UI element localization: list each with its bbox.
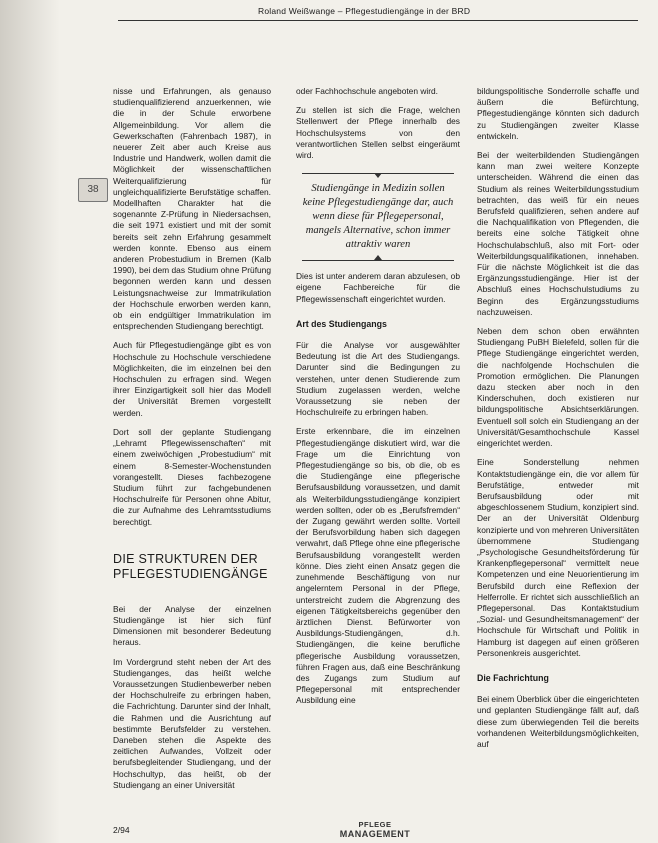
paragraph: Bei der weiterbildenden Studiengängen kann man zwei weitere Konzepte unterscheiden. Während die einen das Studium als reines Weiterbildungsstudium betrachten, das weiß für ein neues Berufsfeld qualifizieren, sehen andere auf die Nachqualifikation von Pflegenden, die bereits eine solche Tätigkeit ohne Hochschulabschluß, also mit Fort- oder Weiterbildungsqualifikationen, innehaben. Für die nächste Möglichkeit ist die das Ergänzungsstudiengänge. Hier ist der Abschluß eines Hochschulstudiums zu Beginn des Ergänzungsstudiums nachzuweisen.: [477, 150, 639, 317]
paragraph: Erste erkennbare, die im einzelnen Pflegestudiengänge diskutiert wird, war die Frage um die Einrichtung von Pflegestudiengänge so bis, ob die, ob es die Studiengänge eine pflegerische Berufsausbildung voraussetzen, und damit als Weiterbildungsstudiengänge konzipiert werden sollten, oder ob es „Berufsfremden“ der Zugang gewährt werden sollte. Vorteil der Berufsvorbildung haben sich dagegen verwahrt, daß Pflege ohne eine pflegerische Berufsausbildung vorangestellt werden könne. Dies zieht einen Ansatz gegen die zunehmende Beschäftigung von nur angelerntem Personal in der Pflege, unterstreicht zudem die Abgrenzung des eigenen Tätigkeitsbereichs gegenüber den ärztlichen Dienst. Befürworter von Ausbildungs-Studiengängen, d.h. Studiengängen, die keine berufliche pflegerische Ausbildung voraussetzen, führen Fragen aus, daß eine Beschränkung des Zugangs zum Studium auf Pflegepersonal mit entsprechender Ausbildung eine: [296, 426, 460, 706]
pull-quote-bottom-rule: [302, 260, 454, 261]
page-folio: 2/94: [113, 825, 130, 835]
subheading: Art des Studiengangs: [296, 318, 387, 329]
paragraph: nisse und Erfahrungen, als genauso studienqualifizierend anzuerkennen, wie die in der Schule erworbene Allgemeinbildung. Vor allem die Gewerkschaften (Fahrenbach 1987), in neuerer Zeit aber auch Kreise aus Industrie und Handwerk, wollen damit die Möglichkeit der wissenschaftlichen Weiterqualifizierung für ungleichqualifizierte Berufstätige schaffen. Modellhaften Charakter hat die sogenannte Z-Prüfung in Niedersachsen, die seit 1971 existiert und mit der somit bereits seit zehn Erfahrung gesammelt werden konnte. Ebenso aus einem anderen Probestudium in Bremen (Kalb 1990), bei dem das Studium ohne Prüfung begonnen werden kann und dessen Leistungsnachweise zur Immatrikulation der Hochschule erworben werden kann, ob ein endgültiger Immatrikulation im entsprechenden Studiengang berechtigt.: [113, 86, 271, 332]
pull-quote-text: Studiengänge in Medizin sollen keine Pflegestudiengänge dar, auch wenn diese für Pflegepersonal, mangels Alternative, schon immer attraktiv waren: [302, 183, 454, 251]
running-header-text: Roland Weißwange – Pflegestudiengänge in der BRD: [258, 6, 471, 16]
paragraph: Im Vordergrund steht neben der Art des Studienganges, das heißt welche Voraussetzungen Studienbewerber neben der Hochschulreife zu erbringen haben, die Fachrichtung. Darunter sind der Inhalt, die Rahmen und die Ausrichtung auf bestimmte Berufsfelder zu verstehen. Daneben stehen die Aspekte des zeitlichen Aufwandes, Vollzeit oder berufsbegleitender Studiengang, und der Hochschultyp, das heißt, ob der Studiengang an einer Universität: [113, 656, 271, 790]
paragraph: Bei der Analyse der einzelnen Studiengänge ist hier sich fünf Dimensionen mit besonderer Bedeutung heraus.: [113, 603, 271, 648]
magazine-logo: [320, 821, 430, 839]
logo-line-2: MANAGEMENT: [339, 829, 411, 839]
section-heading-line-2: PFLEGESTUDIENGÄNGE: [113, 566, 268, 581]
section-heading: [113, 552, 271, 582]
paragraph: Dies ist unter anderem daran abzulesen, ob eigene Fachbereiche für die Pflegewissenschaft eingerichtet wurden.: [296, 271, 460, 304]
down-triangle-icon: [374, 173, 382, 178]
header-rule: [118, 20, 638, 21]
paragraph: Dort soll der geplante Studiengang „Lehramt Pflegewissenschaften“ mit einem zweiwöchigen „Probestudium“ mit einem 8-Semester-Wochenstunden vorangestellt. Dieses fachbezogene Studium führt zur fachgebundenen Hochschulreife für Personen ohne Abitur, die zur Aufnahme des Lehramtsstudiums berechtigt.: [113, 426, 271, 527]
paragraph: bildungspolitische Sonderrolle schaffe und äußern die Befürchtung, Pflegestudiengänge könnten sich dadurch zu Studiengängen zweiter Klasse entwickeln.: [477, 86, 639, 141]
pull-quote: [296, 173, 460, 261]
paragraph: Auch für Pflegestudiengänge gibt es von Hochschule zu Hochschule verschiedene Möglichkeiten, die im einzelnen bei den Hochschulen zu erfragen sind. Wegen ihrer Einzigartigkeit soll hier das Modell der Universität Bremen vorgestellt werden.: [113, 340, 271, 418]
paragraph: oder Fachhochschule angeboten wird.: [296, 86, 439, 96]
section-heading-line-1: DIE STRUKTUREN DER: [113, 551, 258, 566]
logo-line-1: PFLEGE: [358, 820, 392, 829]
column-3: [477, 86, 639, 758]
paragraph: Bei einem Überblick über die eingerichteten und geplanten Studiengänge fällt auf, daß diese zum überwiegenden Teil die bereits vorhandenen Weiterbildungsmöglichkeiten, auf: [477, 694, 640, 749]
subheading: Die Fachrichtung: [477, 672, 549, 683]
running-header: [118, 6, 638, 16]
paragraph: Eine Sonderstellung nehmen Kontaktstudiengänge ein, die vor allem für Berufstätige, entweder mit Berufsausbildung oder mit abgeschlossenem Studium, konzipiert sind. Der an der Universität Oldenburg konzipierte und von mehreren Universitäten übernommene Studiengang „Psychologische Gesundheitsförderung für Krankenpflegepersonal“ vermittelt neue Kompetenzen und eine Neuorientierung im Berufsbild durch eine Reflexion der Helferrolle. Er richtet sich ausschließlich an Pflegepersonal. Das Kontaktstudium „Sozial- und Gesundheitsmanagement“ der Hochschule für Wirtschaft und Politik in Hamburg ist dagegen auf einen größeren Personenkreis ausgerichtet.: [477, 457, 640, 658]
column-2: [296, 86, 460, 715]
page-tab-badge: 38: [78, 178, 108, 202]
binding-shadow: [0, 0, 60, 843]
pull-quote-top-rule: [302, 173, 454, 174]
paragraph: Zu stellen ist sich die Frage, welchen Stellenwert der Pflege innerhalb des Hochschulsystems von den verantwortlichen Stellen selbst eingeräumt wird.: [296, 105, 460, 161]
column-1: [113, 86, 271, 799]
up-triangle-icon: [374, 255, 382, 260]
paragraph: Neben dem schon oben erwähnten Studiengang PuBH Bielefeld, sollen für die Pflege Studiengänge eingerichtet werden, die nachfolgende Hochschulen die Promotion ermöglichen. Die Planungen dazu stecken aber noch in den Kinderschuhen, doch existieren nur bildungspolitische Absichtserklärungen. Eventuell soll solch ein Studiengang an der Universität/Gesamthochschule Kassel eingerichtet werden.: [477, 326, 639, 449]
paragraph: Für die Analyse vor ausgewählter Bedeutung ist die Art des Studiengangs. Darunter sind die Bedingungen zu verstehen, unter denen Studierende zum Studium zugelassen werden, welche Voraussetzung sie neben der Hochschulreife zu erbringen haben.: [296, 340, 460, 418]
